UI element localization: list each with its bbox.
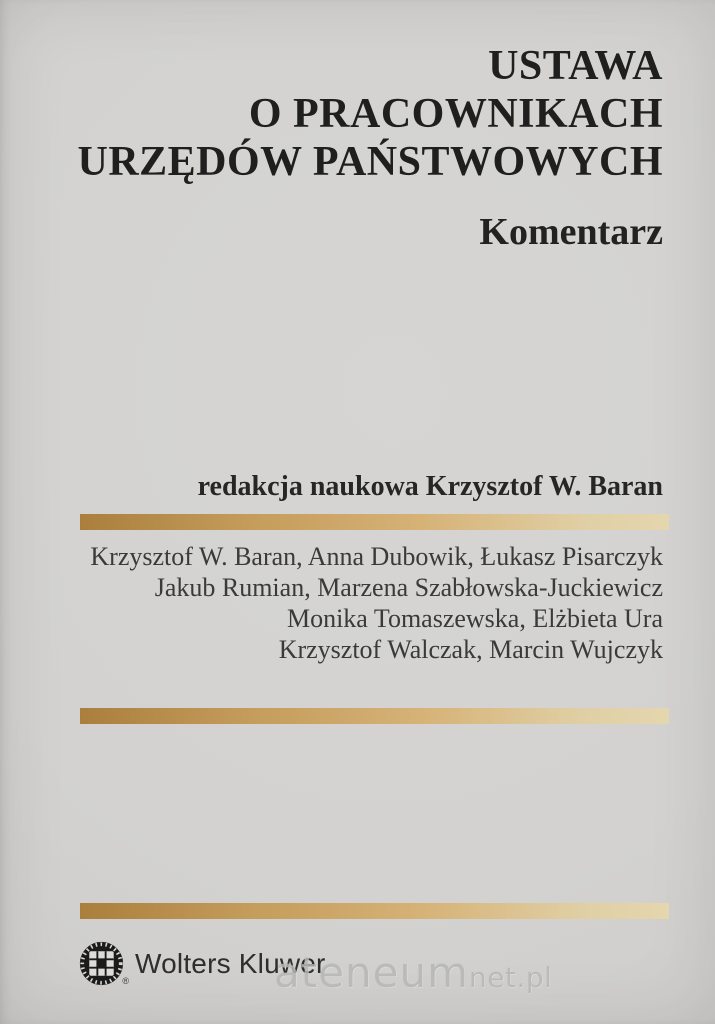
authors-block: [90, 541, 663, 665]
gold-divider-bar-bottom: [80, 903, 669, 919]
gold-divider-bar-top: [80, 514, 669, 530]
watermark-main-text: ateneum: [274, 948, 470, 997]
title-block: [77, 42, 663, 252]
author-line-1: Krzysztof W. Baran, Anna Dubowik, Łukasz Pisarczyk: [90, 542, 663, 571]
author-line-2: Jakub Rumian, Marzena Szabłowska-Juckiewicz: [154, 573, 663, 602]
publisher-name: Wolters Kluwer: [135, 947, 326, 979]
watermark: [274, 948, 552, 997]
title-line-3: URZĘDÓW PAŃSTWOWYCH: [77, 139, 663, 185]
watermark-suffix-text: net.pl: [469, 961, 553, 994]
title-line-2: O PRACOWNIKACH: [248, 91, 663, 137]
author-line-4: Krzysztof Walczak, Marcin Wujczyk: [278, 635, 663, 664]
editor-line: redakcja naukowa Krzysztof W. Baran: [197, 471, 663, 502]
title-line-1: USTAWA: [488, 43, 663, 89]
wolters-kluwer-globe-grid-icon: [78, 940, 129, 987]
gold-divider-bar-middle: [80, 708, 669, 724]
author-line-3: Monika Tomaszewska, Elżbieta Ura: [286, 604, 663, 633]
subtitle: Komentarz: [479, 211, 663, 253]
registered-trademark-symbol: ®: [122, 976, 129, 986]
